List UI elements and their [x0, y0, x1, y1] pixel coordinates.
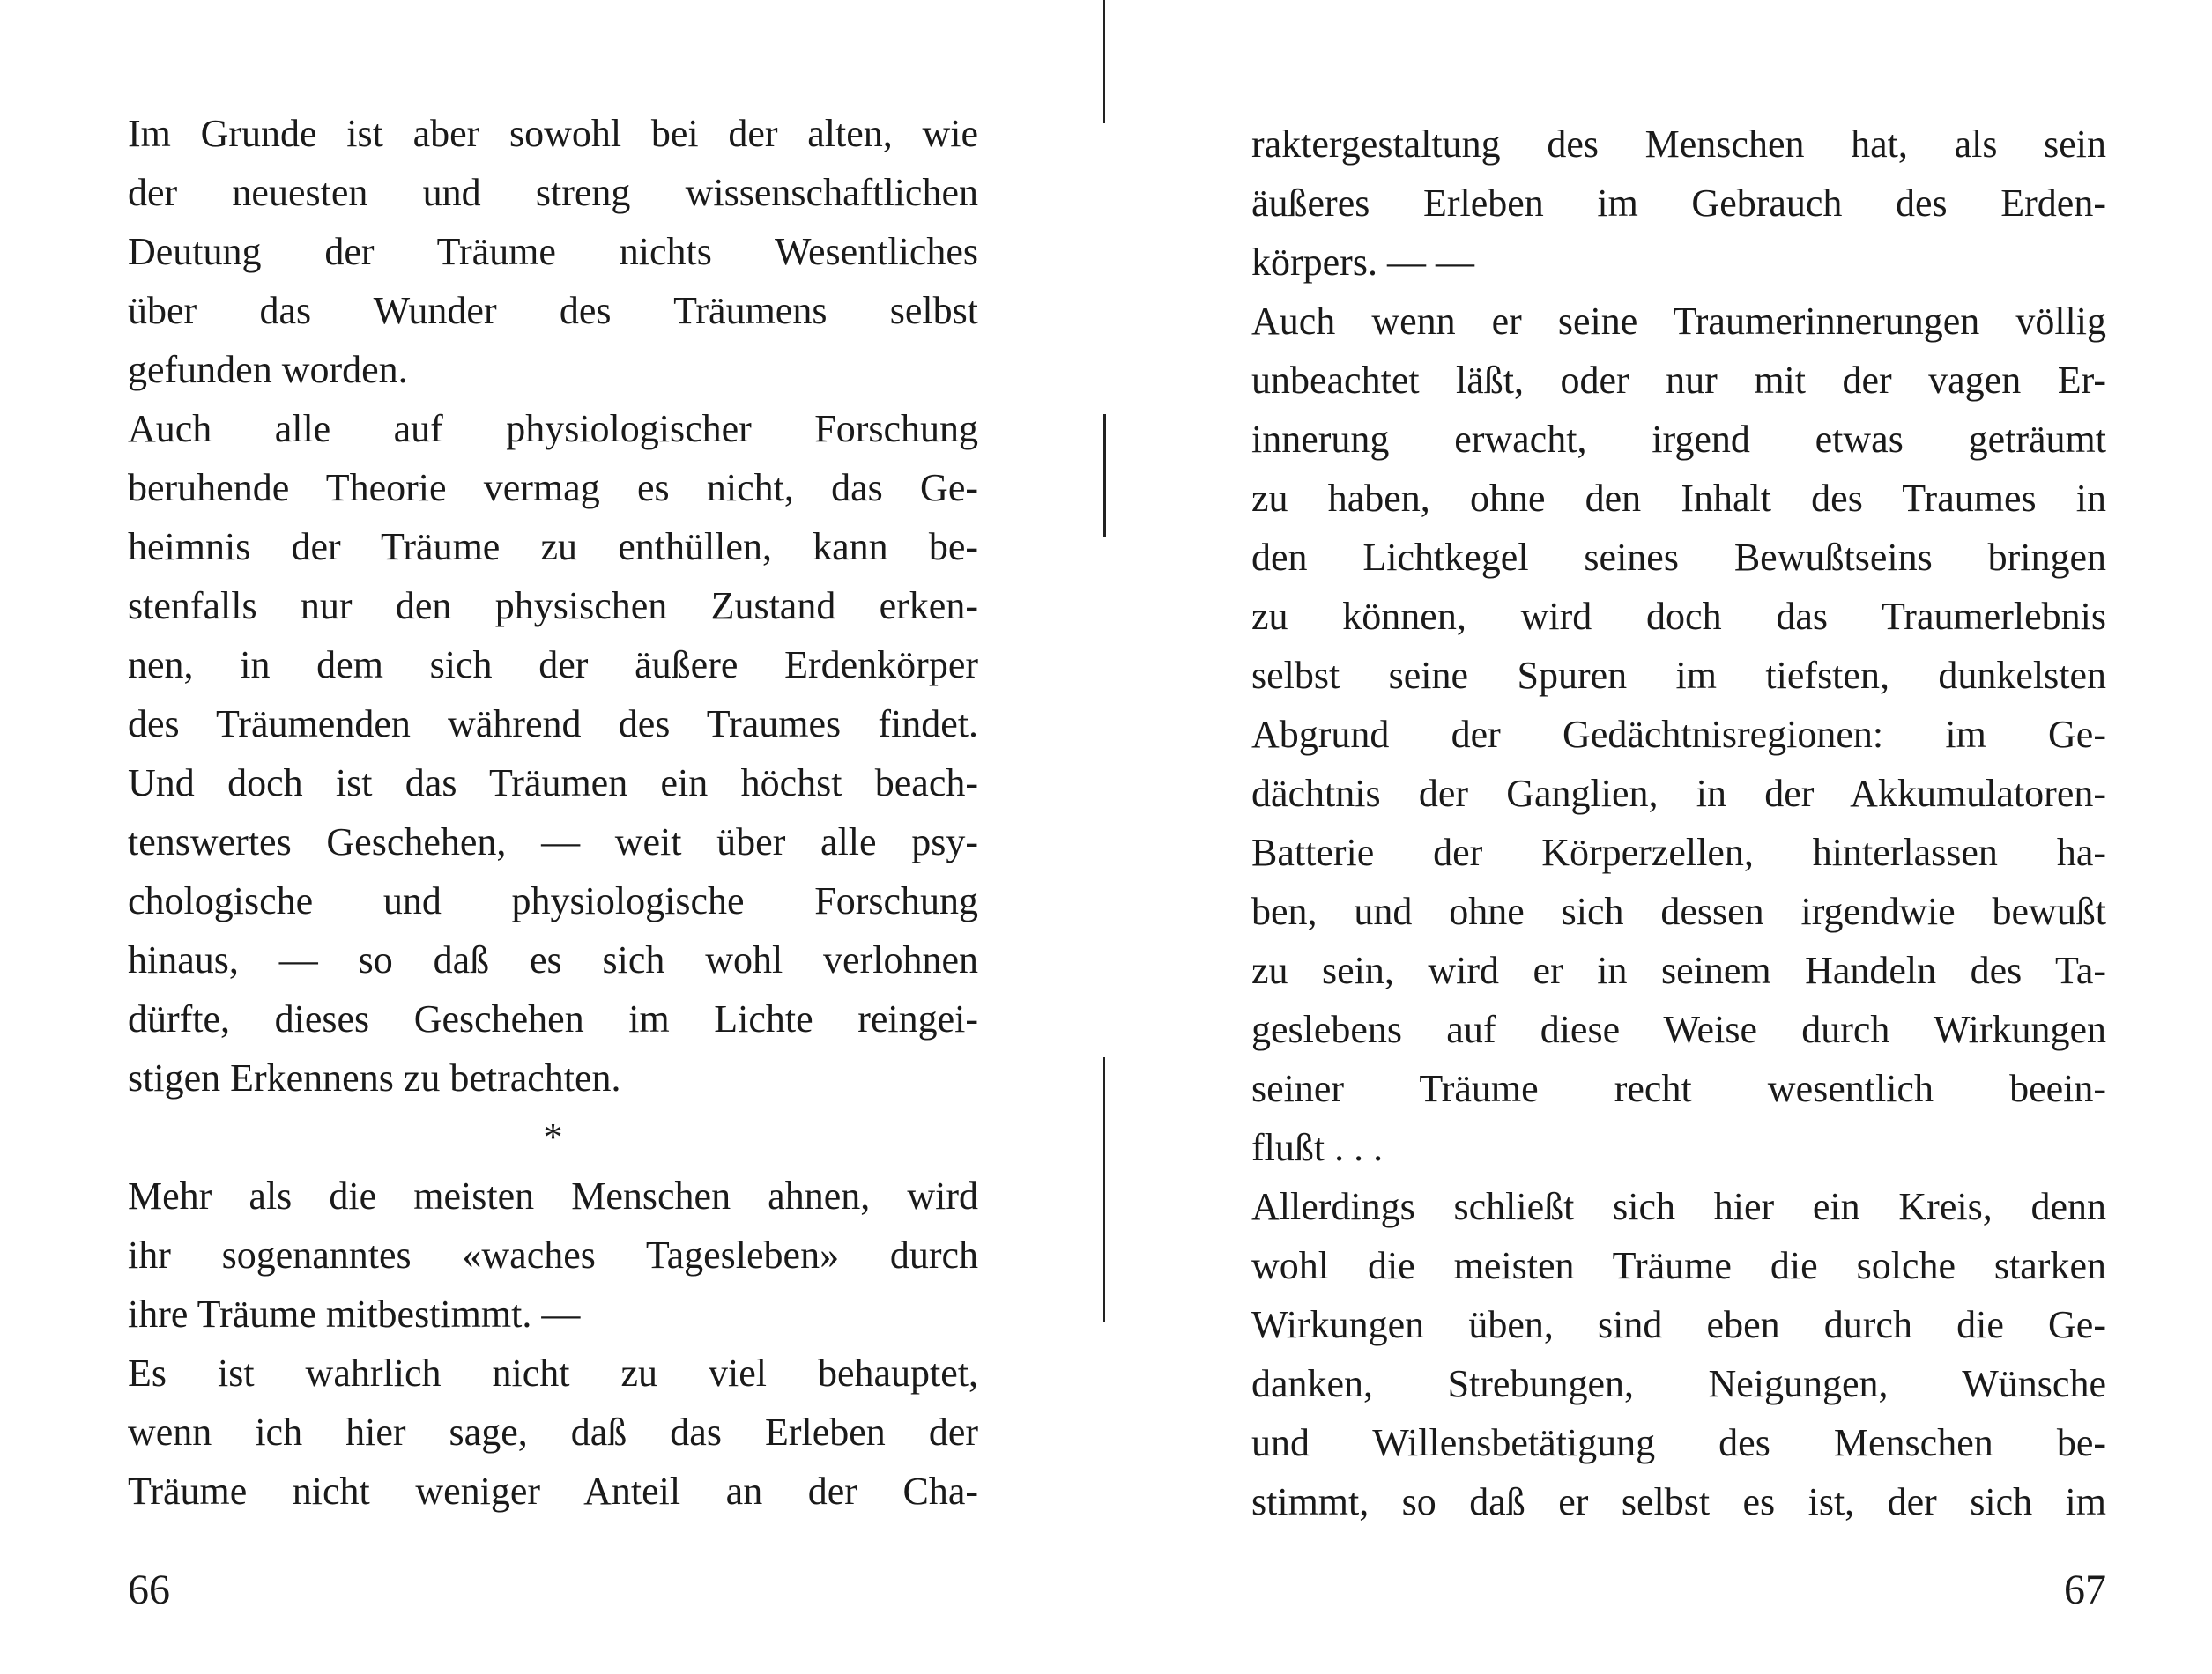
text-line: selbst seine Spuren im tiefsten, dunkelsten — [1251, 654, 2106, 697]
left-page-text — [128, 104, 978, 1521]
text-line: nen, in dem sich der äußere Erdenkörper — [128, 643, 978, 686]
text-line: ben, und ohne sich dessen irgendwie bewußt — [1251, 890, 2106, 933]
text-line: Auch wenn er seine Traumerinnerungen völlig — [1251, 300, 2106, 343]
text-line: wohl die meisten Träume die solche starken — [1251, 1244, 2106, 1287]
text-line: gefunden worden. — [128, 348, 408, 391]
text-line: zu haben, ohne den Inhalt des Traumes in — [1251, 477, 2106, 520]
text-line: dächtnis der Ganglien, in der Akkumulatoren- — [1251, 772, 2106, 815]
text-line: und Willensbetätigung des Menschen be- — [1251, 1421, 2106, 1464]
text-line: stimmt, so daß er selbst es ist, der sich im — [1251, 1480, 2106, 1523]
text-line: Mehr als die meisten Menschen ahnen, wird — [128, 1174, 978, 1218]
right-page-text — [1251, 115, 2106, 1531]
text-line: ihre Träume mitbestimmt. — — [128, 1293, 581, 1336]
text-line: geslebens auf diese Weise durch Wirkungen — [1251, 1008, 2106, 1051]
text-line: ihr sogenanntes «waches Tagesleben» durch — [128, 1233, 978, 1277]
text-line: heimnis der Träume zu enthüllen, kann be- — [128, 525, 978, 568]
text-line: den Lichtkegel seines Bewußtseins bringen — [1251, 536, 2106, 579]
text-line: über das Wunder des Träumens selbst — [128, 289, 978, 332]
text-line: Abgrund der Gedächtnisregionen: im Ge- — [1251, 713, 2106, 756]
text-line: zu sein, wird er in seinem Handeln des Ta- — [1251, 949, 2106, 992]
text-line: tenswertes Geschehen, — weit über alle psy- — [128, 820, 978, 863]
text-line: unbeachtet läßt, oder nur mit der vagen Er- — [1251, 359, 2106, 402]
text-line: innerung erwacht, irgend etwas geträumt — [1251, 418, 2106, 461]
text-line: körpers. — — — [1251, 241, 1474, 284]
text-line: Und doch ist das Träumen ein höchst beach- — [128, 761, 978, 804]
text-line: Wirkungen üben, sind eben durch die Ge- — [1251, 1303, 2106, 1346]
text-line: Allerdings schließt sich hier ein Kreis, denn — [1251, 1185, 2106, 1228]
text-line: flußt . . . — [1251, 1126, 1384, 1169]
text-line: Deutung der Träume nichts Wesentliches — [128, 230, 978, 273]
left-page — [0, 0, 1102, 1674]
right-page — [1106, 0, 2212, 1674]
text-line: der neuesten und streng wissenschaftlichen — [128, 171, 978, 214]
text-line: Im Grunde ist aber sowohl bei der alten, wie — [128, 112, 978, 155]
text-line: raktergestaltung des Menschen hat, als sein — [1251, 122, 2106, 166]
text-line: Batterie der Körperzellen, hinterlassen ha- — [1251, 831, 2106, 874]
text-line: dürfte, dieses Geschehen im Lichte reingei- — [128, 997, 978, 1041]
text-line: danken, Strebungen, Neigungen, Wünsche — [1251, 1362, 2106, 1405]
text-line: Es ist wahrlich nicht zu viel behauptet, — [128, 1352, 978, 1395]
text-line: stenfalls nur den physischen Zustand erken- — [128, 584, 978, 627]
text-line: stigen Erkennens zu betrachten. — [128, 1056, 621, 1100]
text-line: chologische und physiologische Forschung — [128, 879, 978, 922]
text-line: Träume nicht weniger Anteil an der Cha- — [128, 1470, 978, 1513]
text-line: hinaus, — so daß es sich wohl verlohnen — [128, 938, 978, 981]
text-line: äußeres Erleben im Gebrauch des Erden- — [1251, 181, 2106, 225]
page-number: 66 — [128, 1567, 170, 1613]
section-break-asterisk: * — [543, 1115, 563, 1159]
text-line: seiner Träume recht wesentlich beein- — [1251, 1067, 2106, 1110]
text-line: Auch alle auf physiologischer Forschung — [128, 407, 978, 450]
text-line: zu können, wird doch das Traumerlebnis — [1251, 595, 2106, 638]
text-line: des Träumenden während des Traumes findet. — [128, 702, 978, 745]
text-line: wenn ich hier sage, daß das Erleben der — [128, 1411, 978, 1454]
page-number: 67 — [2064, 1567, 2106, 1613]
text-line: beruhende Theorie vermag es nicht, das Ge- — [128, 466, 978, 509]
